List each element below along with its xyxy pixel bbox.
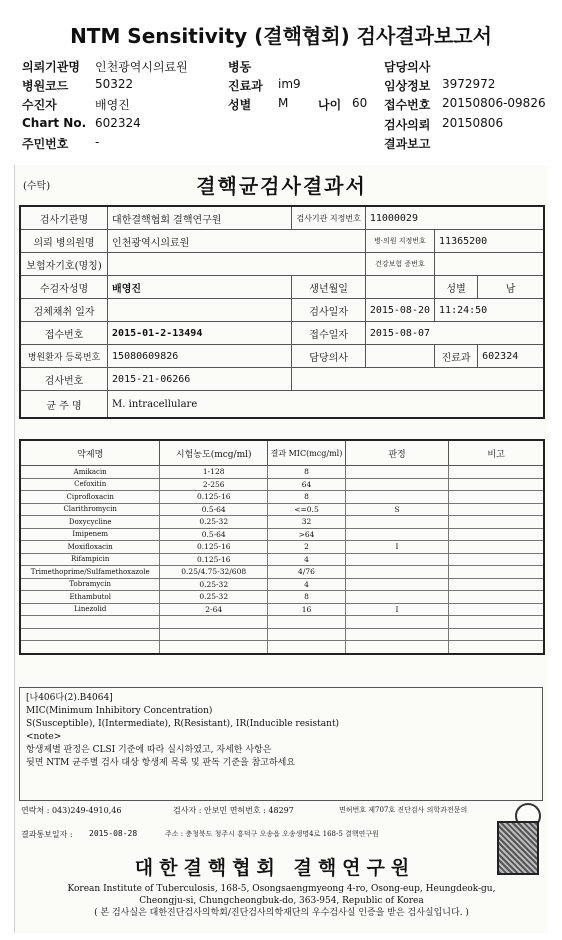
drug-mic: 64 <box>268 478 346 491</box>
label-dept-kr: 진료과 <box>435 345 478 368</box>
examiner: 검사자 : 안보민 면허번호 : 48297 <box>173 806 294 815</box>
value-species: M. intracellulare <box>108 391 544 419</box>
value-hospital-code: 50322 <box>95 77 134 91</box>
table-row <box>20 591 544 604</box>
scanned-result-document <box>14 165 548 933</box>
drug-judge: I <box>345 541 448 554</box>
label-report: 결과보고 <box>384 137 431 151</box>
drug-conc: 0.5-64 <box>160 528 268 541</box>
drug-conc: 0.125-16 <box>160 541 268 554</box>
drug-judge <box>345 591 448 604</box>
drug-name: Amikacin <box>20 466 160 479</box>
label-collection-date: 검체채취 일자 <box>20 299 108 322</box>
drug-mic: 4 <box>268 553 346 566</box>
certification-line: ( 본 검사실은 대한진단검사의학회/진단검사의학재단의 우수검사실 인증을 받은 검사실입니다. ) <box>94 908 469 918</box>
drug-mic: 8 <box>268 591 346 604</box>
label-ward: 병동 <box>228 60 252 74</box>
label-receipt-date: 접수일자 <box>292 322 365 345</box>
note-line: MIC(Minimum Inhibitory Concentration) <box>26 706 213 716</box>
report-header <box>0 58 562 153</box>
value-test-time: 11:24:50 <box>435 299 544 322</box>
drug-name: Clarithromycin <box>20 503 160 516</box>
drug-mic: 8 <box>268 491 346 504</box>
label-sex: 성별 <box>228 98 252 112</box>
col-mic: 결과 MIC(mcg/ml) <box>268 440 346 466</box>
drug-remark <box>449 516 544 529</box>
label-hosp-code: 병·의원 지정번호 <box>365 230 434 253</box>
specialist-license: 면허번호 제707호 진단검사 의학과전문의 <box>339 806 468 814</box>
drug-judge: I <box>345 603 448 616</box>
table-row <box>20 466 544 479</box>
contact: 연락처 : 043)249-4910,46 <box>21 806 122 815</box>
table-row <box>20 516 544 529</box>
value-org-code: 11000029 <box>365 206 544 230</box>
official-seal-icon <box>497 821 539 875</box>
drug-mic: >64 <box>268 528 346 541</box>
drug-judge <box>345 566 448 579</box>
report-title: NTM Sensitivity (결핵협회) 검사결과보고서 <box>70 24 492 48</box>
value-sex-kr: 남 <box>478 276 544 299</box>
drug-judge <box>345 578 448 591</box>
drug-judge <box>345 491 448 504</box>
drug-conc: 0.125-16 <box>160 491 268 504</box>
table-row-empty <box>20 616 544 629</box>
drug-name: Trimethoprime/Sulfamethoxazole <box>20 566 160 579</box>
label-department: 진료과 <box>228 79 263 93</box>
table-row <box>20 578 544 591</box>
label-test-no: 검사번호 <box>20 368 108 391</box>
drug-judge <box>345 478 448 491</box>
drug-mic: 4/76 <box>268 566 346 579</box>
drug-remark <box>449 541 544 554</box>
drug-conc: 0.25-32 <box>160 516 268 529</box>
label-receipt-no: 접수번호 <box>384 98 431 112</box>
label-resident-no: 주민번호 <box>22 137 69 151</box>
label-birth: 생년월일 <box>292 276 365 299</box>
drug-name: Cefoxitin <box>20 478 160 491</box>
info-table <box>19 205 545 419</box>
value-hosp: 인천광역시의료원 <box>108 230 366 253</box>
label-requesting-org: 의뢰기관명 <box>22 60 80 74</box>
note-line: S(Susceptible), I(Intermediate), R(Resistant), IR(Inducible resistant) <box>26 719 340 729</box>
label-sex-kr: 성별 <box>435 276 478 299</box>
drug-remark <box>449 603 544 616</box>
drug-mic: <=0.5 <box>268 503 346 516</box>
drug-judge <box>345 466 448 479</box>
table-row <box>20 503 544 516</box>
table-row <box>20 478 544 491</box>
label-insurance-no: 건강보험 증번호 <box>365 253 434 276</box>
value-requesting-org: 인천광역시의료원 <box>95 60 188 74</box>
drug-name: Moxifloxacin <box>20 541 160 554</box>
drug-mic: 4 <box>268 578 346 591</box>
label-patient: 수진자 <box>22 98 57 112</box>
value-test-date: 2015-08-20 <box>365 299 434 322</box>
value-patient: 배영진 <box>95 98 130 112</box>
label-hospital-code: 병원코드 <box>22 79 69 93</box>
drug-name: Tobramycin <box>20 578 160 591</box>
drug-conc: 1-128 <box>160 466 268 479</box>
report-date: 2015-08-28 <box>89 829 138 838</box>
drug-name: Rifampicin <box>20 553 160 566</box>
table-row-empty <box>20 641 544 654</box>
value-hosp-patient-no: 15080609826 <box>108 345 292 368</box>
drug-remark <box>449 528 544 541</box>
label-org-code: 검사기관 지정번호 <box>292 206 365 230</box>
drug-mic: 32 <box>268 516 346 529</box>
label-doctor: 담당의사 <box>384 60 431 74</box>
value-patient-name: 배영진 <box>108 276 292 299</box>
scan-title: 결핵균검사결과서 <box>196 174 367 198</box>
value-chart-no: 602324 <box>95 116 141 130</box>
label-species: 균 주 명 <box>20 391 108 419</box>
label-receipt-no-kr: 접수번호 <box>20 322 108 345</box>
drug-remark <box>449 478 544 491</box>
table-row <box>20 541 544 554</box>
value-resident-no: - <box>95 135 100 149</box>
value-clinical-info: 3972972 <box>442 77 496 91</box>
institute-address <box>15 883 548 919</box>
value-age: 60 <box>352 96 368 110</box>
drug-judge <box>345 516 448 529</box>
col-concentration: 시험농도(mcg/ml) <box>160 440 268 466</box>
label-request-date: 검사의뢰 <box>384 118 431 132</box>
label-patient-name: 수검자성명 <box>20 276 108 299</box>
note-line: 항생제별 판정은 CLSI 기준에 따라 실시하였고, 자세한 사항은 <box>26 745 272 755</box>
table-row <box>20 491 544 504</box>
label-insurer: 보험자기호(명칭) <box>20 253 108 276</box>
note-line: <note> <box>26 732 62 742</box>
value-department: im9 <box>278 77 301 91</box>
institute-name: 대한결핵협회 결핵연구원 <box>134 857 416 879</box>
label-age: 나이 <box>318 98 342 112</box>
table-row <box>20 603 544 616</box>
drug-conc: 0.125-16 <box>160 553 268 566</box>
consignment-tag: (수탁) <box>23 181 51 192</box>
drug-rows <box>20 466 544 654</box>
col-remark: 비고 <box>449 440 544 466</box>
value-dept-kr: 602324 <box>478 345 544 368</box>
drug-conc: 2-256 <box>160 478 268 491</box>
address-line-2: Cheongju-si, Chungcheongbuk-do, 363-954, Republic of Korea <box>139 896 424 906</box>
drug-name: Ciprofloxacin <box>20 491 160 504</box>
label-clinical-info: 임상정보 <box>384 79 431 93</box>
drug-susceptibility-table <box>19 439 545 655</box>
drug-mic: 2 <box>268 541 346 554</box>
col-judgement: 판정 <box>345 440 448 466</box>
table-row <box>20 566 544 579</box>
value-hosp-code: 11365200 <box>435 230 544 253</box>
note-line: 뒷면 NTM 균주별 검사 대상 항생제 목록 및 판독 기준을 참고하세요 <box>26 758 296 768</box>
notes-box <box>19 687 543 801</box>
drug-remark <box>449 503 544 516</box>
drug-judge: S <box>345 503 448 516</box>
label-hosp: 의뢰 병의원명 <box>20 230 108 253</box>
value-receipt-no-kr: 2015-01-2-13494 <box>108 322 292 345</box>
drug-name: Ethambutol <box>20 591 160 604</box>
value-test-no: 2015-21-06266 <box>108 368 292 391</box>
drug-remark <box>449 491 544 504</box>
drug-name: Imipenem <box>20 528 160 541</box>
drug-conc: 0.25/4.75-32/608 <box>160 566 268 579</box>
drug-name: Linezolid <box>20 603 160 616</box>
value-sex: M <box>278 96 289 110</box>
drug-conc: 0.5-64 <box>160 503 268 516</box>
table-row <box>20 528 544 541</box>
value-org: 대한결핵협회 결핵연구원 <box>108 206 292 230</box>
drug-mic: 8 <box>268 466 346 479</box>
drug-conc: 2-64 <box>160 603 268 616</box>
label-attending: 담당의사 <box>292 345 365 368</box>
value-receipt-no: 20150806-09826 <box>442 96 546 110</box>
label-test-date: 검사일자 <box>292 299 365 322</box>
note-line: [나406다(2).B4064] <box>26 693 113 703</box>
drug-mic: 16 <box>268 603 346 616</box>
value-receipt-date: 2015-08-07 <box>365 322 544 345</box>
table-row-empty <box>20 628 544 641</box>
address-line-1: Korean Institute of Tuberculosis, 168-5, Osongsaengmyeong 4-ro, Osong-eup, Heungdeok-gu, <box>67 884 496 894</box>
drug-remark <box>449 591 544 604</box>
drug-remark <box>449 466 544 479</box>
drug-judge <box>345 553 448 566</box>
drug-remark <box>449 553 544 566</box>
table-row <box>20 553 544 566</box>
col-drug: 약제명 <box>20 440 160 466</box>
drug-conc: 0.25-32 <box>160 578 268 591</box>
drug-conc: 0.25-32 <box>160 591 268 604</box>
drug-name: Doxycycline <box>20 516 160 529</box>
drug-remark <box>449 578 544 591</box>
drug-remark <box>449 566 544 579</box>
report-date-label: 결과통보일자 : <box>21 830 73 839</box>
address-kr: 주소 : 충청북도 청주시 흥덕구 오송읍 오송생명4로 168-5 결핵연구원 <box>165 830 379 838</box>
label-org: 검사기관명 <box>20 206 108 230</box>
value-request-date: 20150806 <box>442 116 504 130</box>
label-chart-no: Chart No. <box>22 116 87 130</box>
drug-judge <box>345 528 448 541</box>
label-hosp-patient-no: 병원환자 등록번호 <box>20 345 108 368</box>
